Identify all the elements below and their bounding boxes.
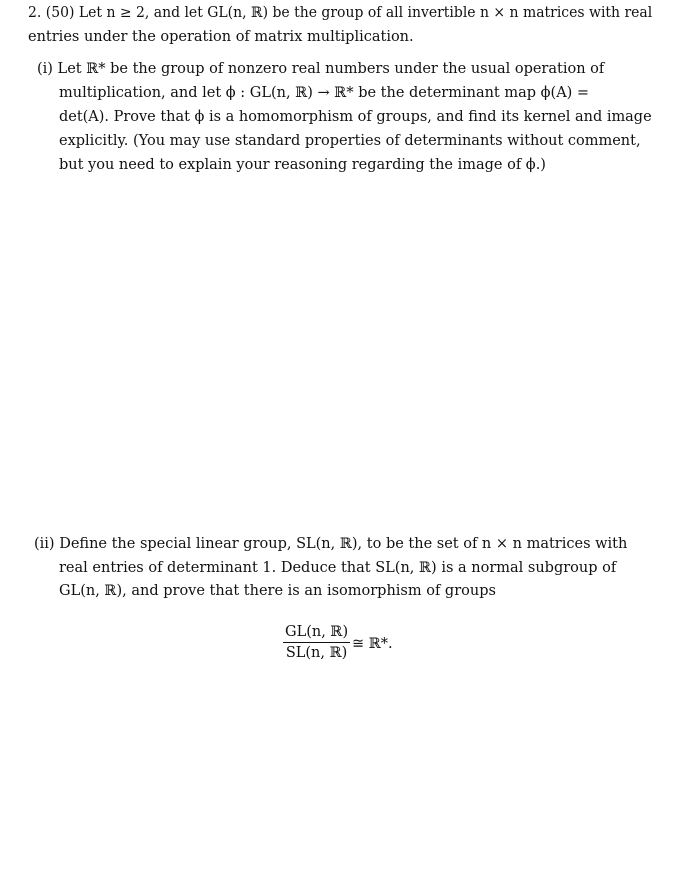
problem-statement-line-1: 2. (50) Let n ≥ 2, and let GL(n, ℝ) be the group of all invertible n × n matrices with real (28, 5, 653, 21)
isomorphism-target: ≅ ℝ*. (352, 636, 393, 652)
quotient-fraction (283, 624, 350, 661)
part-i-line-5: but you need to explain your reasoning regarding the image of ϕ.) (59, 157, 546, 173)
part-i-line-3: det(A). Prove that ϕ is a homomorphism of groups, and find its kernel and image (59, 109, 652, 125)
part-i-line-2: multiplication, and let ϕ : GL(n, ℝ) → ℝ* be the determinant map ϕ(A) = (59, 85, 590, 101)
fraction-numerator: GL(n, ℝ) (283, 624, 350, 643)
part-ii-line-3: GL(n, ℝ), and prove that there is an isomorphism of groups (59, 583, 496, 599)
part-ii-line-2: real entries of determinant 1. Deduce that SL(n, ℝ) is a normal subgroup of (59, 560, 617, 576)
part-ii-line-1: (ii) Define the special linear group, SL(n, ℝ), to be the set of n × n matrices with (34, 536, 628, 552)
problem-statement-line-2: entries under the operation of matrix multiplication. (28, 29, 414, 45)
part-i-line-1: (i) Let ℝ* be the group of nonzero real numbers under the usual operation of (37, 61, 605, 77)
part-i-line-4: explicitly. (You may use standard properties of determinants without comment, (59, 133, 641, 149)
fraction-denominator: SL(n, ℝ) (285, 645, 348, 661)
